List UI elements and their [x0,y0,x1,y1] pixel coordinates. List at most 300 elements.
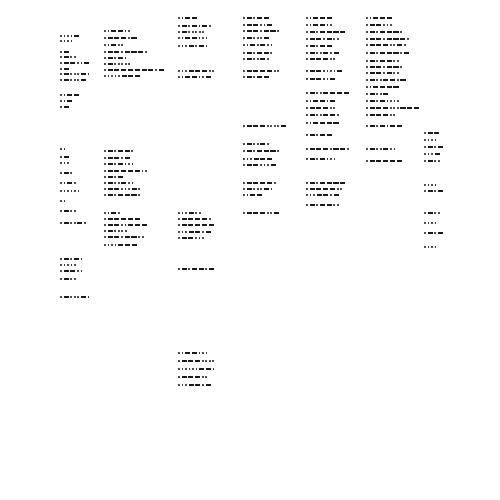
morse-dot [199,212,201,214]
morse-dot [178,37,180,39]
morse-dash [108,236,113,238]
morse-dash [108,188,113,190]
morse-dot [428,153,430,155]
morse-dash [135,69,140,71]
morse-dot [383,66,385,68]
morse-dot [253,52,255,54]
morse-dot [387,100,389,102]
morse-dash [267,70,272,72]
morse-dot [431,246,433,248]
morse-dash [316,148,321,150]
morse-dot [60,182,62,184]
morse-dash [310,38,315,40]
morse-dot [390,24,392,26]
morse-dash [320,100,325,102]
morse-dot [178,352,180,354]
morse-dash [383,107,388,109]
morse-dot [435,246,437,248]
morse-dash [320,45,325,47]
morse-dash [257,17,262,19]
morse-dash [253,24,258,26]
morse-dash [390,125,395,127]
morse-dash [199,268,204,270]
morse-dot [380,79,382,81]
morse-dot [178,268,180,270]
morse-dash [330,78,335,80]
morse-dash [320,122,325,124]
morse-dot [424,139,426,141]
morse-dot [121,236,123,238]
morse-dot [340,188,342,190]
morse-dash [192,25,197,27]
morse-dot [199,31,201,33]
morse-dot [64,35,66,37]
morse-dot [213,368,215,370]
morse-dot [81,62,83,64]
morse-dot [60,79,62,81]
morse-dot [376,52,378,54]
morse-dot [64,200,66,202]
morse-dot [74,56,76,58]
morse-dot [243,76,245,78]
morse-dot [114,63,116,65]
morse-dash [253,125,258,127]
morse-dash [323,52,328,54]
morse-dash [192,17,197,19]
morse-dash [310,134,315,136]
morse-dot [327,78,329,80]
morse-dash [250,44,255,46]
morse-dot [202,360,204,362]
morse-dash [199,368,204,370]
morse-dash [206,231,211,233]
morse-dot [104,37,106,39]
morse-dash [370,160,375,162]
morse-dash [121,218,126,220]
morse-dash [192,268,197,270]
morse-dot [60,278,62,280]
morse-dash [121,69,126,71]
morse-dot [60,51,62,53]
morse-dash [383,44,388,46]
morse-dash [135,75,140,77]
morse-dot [428,246,430,248]
morse-dot [206,45,208,47]
morse-dash [64,79,69,81]
morse-dot [84,222,86,224]
morse-dot [209,25,211,27]
morse-dot [108,212,110,214]
morse-dash [397,160,402,162]
morse-dash [118,30,123,32]
morse-dot [202,376,204,378]
morse-dot [393,114,395,116]
morse-dot [330,194,332,196]
morse-dot [114,230,116,232]
morse-dash [271,164,276,166]
morse-dot [125,188,127,190]
morse-dot [366,52,368,54]
morse-dot [310,24,312,26]
morse-dot [253,143,255,145]
morse-dash [316,78,321,80]
morse-dash [323,114,328,116]
morse-dot [376,60,378,62]
morse-dot [114,163,116,165]
morse-dot [316,182,318,184]
morse-dot [60,40,62,42]
morse-dash [370,66,375,68]
morse-dash [182,31,187,33]
morse-dot [434,232,436,234]
morse-dash [195,376,200,378]
morse-dot [202,37,204,39]
morse-dot [306,182,308,184]
morse-dash [370,107,375,109]
morse-dot [333,107,335,109]
morse-dot [178,212,180,214]
morse-dash [414,107,419,109]
morse-dash [316,58,321,60]
morse-dot [60,172,62,174]
morse-dot [434,160,436,162]
morse-dot [271,44,273,46]
morse-dot [253,76,255,78]
morse-dash [313,100,318,102]
morse-dot [306,188,308,190]
morse-dash [114,224,119,226]
morse-dash [64,172,69,174]
morse-dash [185,17,190,19]
morse-dot [400,31,402,33]
morse-dash [159,69,164,71]
morse-dash [428,160,433,162]
morse-dash [188,218,193,220]
morse-dot [114,182,116,184]
morse-dash [320,204,325,206]
morse-dot [387,24,389,26]
morse-dash [370,44,375,46]
morse-dot [202,76,204,78]
morse-dash [189,70,194,72]
morse-dot [70,278,72,280]
morse-dash [114,218,119,220]
morse-dot [366,125,368,127]
morse-dash [247,150,252,152]
morse-dot [330,148,332,150]
morse-dot [131,150,133,152]
morse-dot [383,24,385,26]
morse-dash [81,79,86,81]
morse-dot [370,17,372,19]
morse-dot [387,125,389,127]
morse-dot [138,236,140,238]
morse-dash [188,224,193,226]
morse-dash [390,160,395,162]
morse-dot [330,70,332,72]
morse-dash [108,170,113,172]
morse-dot [243,188,245,190]
morse-dot [70,210,72,212]
morse-dash [313,122,318,124]
morse-dash [267,24,272,26]
morse-dash [70,62,75,64]
morse-dash [274,212,279,214]
morse-dot [185,384,187,386]
morse-dash [393,31,398,33]
morse-dash [320,17,325,19]
morse-dot [104,69,106,71]
morse-dot [400,52,402,54]
morse-dot [431,153,433,155]
morse-dash [64,278,69,280]
morse-dot [431,222,433,224]
morse-dot [145,170,147,172]
morse-dot [108,244,110,246]
morse-dot [188,25,190,27]
morse-dot [209,70,211,72]
morse-dot [118,212,120,214]
morse-dot [71,264,73,266]
morse-dot [115,244,117,246]
morse-dot [274,125,276,127]
morse-dash [383,93,388,95]
morse-dot [185,231,187,233]
morse-dot [60,94,62,96]
morse-dot [435,184,437,186]
morse-dash [370,79,375,81]
morse-dot [178,76,180,78]
morse-dash [142,69,147,71]
morse-dash [400,107,405,109]
morse-dot [71,35,73,37]
morse-dash [257,194,262,196]
morse-dash [118,176,123,178]
morse-dot [202,31,204,33]
morse-dash [310,45,315,47]
morse-dot [196,368,198,370]
morse-dash [254,158,259,160]
morse-dot [253,17,255,19]
morse-dot [397,60,399,62]
morse-dot [267,44,269,46]
morse-dash [84,62,89,64]
morse-dash [327,122,332,124]
morse-dot [306,134,308,136]
morse-dot [128,182,130,184]
morse-dot [74,296,76,298]
morse-dash [108,51,113,53]
morse-dash [125,236,130,238]
morse-dot [67,35,69,37]
morse-dash [397,125,402,127]
morse-dot [202,352,204,354]
morse-dash [122,75,127,77]
morse-dot [243,150,245,152]
morse-dot [205,268,207,270]
morse-dash [67,100,72,102]
morse-dot [178,31,180,33]
morse-dash [310,204,315,206]
morse-dot [243,125,245,127]
morse-dash [247,212,252,214]
morse-dash [383,148,388,150]
morse-dash [438,232,443,234]
morse-dot [253,188,255,190]
morse-dot [70,73,72,75]
morse-dash [64,56,69,58]
morse-dot [337,188,339,190]
morse-dot [142,236,144,238]
morse-dot [267,212,269,214]
morse-dash [125,157,130,159]
morse-dot [277,125,279,127]
morse-dash [182,224,187,226]
morse-dot [70,222,72,224]
morse-dot [334,158,336,160]
morse-dot [366,100,368,102]
morse-dot [118,63,120,65]
morse-dash [108,194,113,196]
morse-dash [118,194,123,196]
morse-dash [189,212,194,214]
morse-dash [370,60,375,62]
morse-dot [182,384,184,386]
morse-dot [274,182,276,184]
morse-dash [192,76,197,78]
morse-dash [376,66,381,68]
morse-dash [340,31,345,33]
morse-dash [316,70,321,72]
morse-dot [424,246,426,248]
morse-dot [337,114,339,116]
morse-dot [199,76,201,78]
morse-dot [74,278,76,280]
morse-dash [253,70,258,72]
morse-dot [199,37,201,39]
morse-dash [376,160,381,162]
morse-dash [247,182,252,184]
morse-dash [264,150,269,152]
morse-dash [253,164,258,166]
morse-dot [64,148,66,150]
morse-dash [247,37,252,39]
morse-dash [64,222,69,224]
morse-dot [70,56,72,58]
morse-dot [323,38,325,40]
morse-dot [104,44,106,46]
morse-dot [333,58,335,60]
morse-dash [327,31,332,33]
morse-dot [277,30,279,32]
morse-dash [253,212,258,214]
morse-dot [257,188,259,190]
morse-dash [380,31,385,33]
morse-dot [114,194,116,196]
morse-dash [270,150,275,152]
morse-dot [195,31,197,33]
morse-dash [128,69,133,71]
morse-dash [387,60,392,62]
morse-dot [323,78,325,80]
morse-dot [376,31,378,33]
morse-dot [104,163,106,165]
morse-dash [407,107,412,109]
morse-dot [267,58,269,60]
morse-dash [108,157,113,159]
morse-dash [380,86,385,88]
morse-dot [104,212,106,214]
morse-dot [60,156,62,158]
morse-dot [60,56,62,58]
morse-dash [108,163,113,165]
morse-dash [206,76,211,78]
morse-dot [434,212,436,214]
morse-dot [306,70,308,72]
morse-dot [434,190,436,192]
morse-dot [104,224,106,226]
morse-dash [260,158,265,160]
morse-dot [104,188,106,190]
morse-dash [121,182,126,184]
morse-dash [340,182,345,184]
morse-dash [380,125,385,127]
morse-dot [257,143,259,145]
morse-dot [104,182,106,184]
morse-dash [320,158,325,160]
morse-dot [434,146,436,148]
morse-dot [267,143,269,145]
morse-dot [60,258,62,260]
morse-dash [330,92,335,94]
morse-dot [316,114,318,116]
morse-dash [370,31,375,33]
morse-dot [253,150,255,152]
morse-dot [366,160,368,162]
morse-dash [206,368,211,370]
morse-dash [74,35,79,37]
morse-dash [390,79,395,81]
morse-dot [67,162,69,164]
morse-dot [104,75,106,77]
morse-dash [114,51,119,53]
morse-dash [393,66,398,68]
morse-dash [135,218,140,220]
morse-dash [108,230,113,232]
morse-dash [327,38,332,40]
morse-dash [320,182,325,184]
morse-dash [257,76,262,78]
morse-dash [260,58,265,60]
morse-dash [380,52,385,54]
morse-dash [114,69,119,71]
morse-dash [108,224,113,226]
morse-dash [376,24,381,26]
morse-dot [88,73,90,75]
morse-dash [182,25,187,27]
morse-dash [397,44,402,46]
morse-dot [199,237,201,239]
morse-dot [77,296,79,298]
morse-dot [77,270,79,272]
morse-dot [178,45,180,47]
morse-dot [128,188,130,190]
morse-dot [316,158,318,160]
morse-dash [195,384,200,386]
morse-dash [260,125,265,127]
morse-dot [182,212,184,214]
morse-dot [424,132,426,134]
